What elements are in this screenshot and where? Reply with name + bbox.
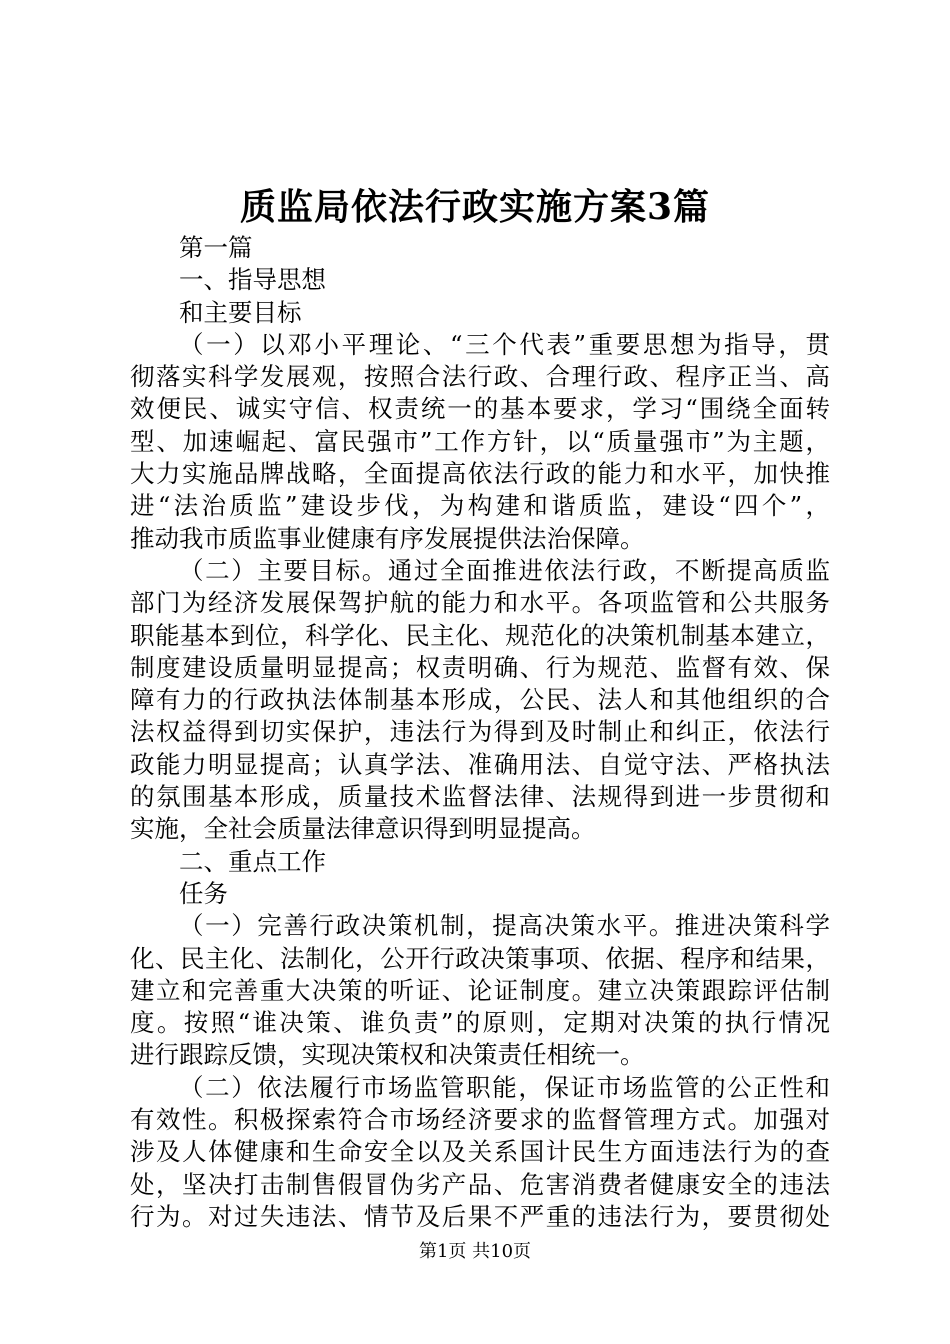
text-line: 第一篇: [179, 233, 253, 262]
text-line: 大力实施品牌战略，全面提高依法行政的能力和水平，加快推: [130, 459, 830, 489]
text-line: 障有力的行政执法体制基本形成，公民、法人和其他组织的合: [130, 685, 830, 715]
text-line: 职能基本到位，科学化、民主化、规范化的决策机制基本建立，: [130, 620, 830, 650]
text-line: 进行跟踪反馈，实现决策权和决策责任相统一。: [130, 1040, 645, 1070]
text-line: （二）依法履行市场监管职能，保证市场监管的公正性和: [179, 1072, 830, 1102]
document-body: [130, 232, 830, 1233]
text-line: 涉及人体健康和生命安全以及关系国计民生方面违法行为的查: [130, 1137, 830, 1167]
text-line: （一）完善行政决策机制，提高决策水平。推进决策科学: [179, 911, 830, 941]
document-title: 质监局依法行政实施方案3篇: [239, 186, 711, 228]
text-line: 化、民主化、法制化，公开行政决策事项、依据、程序和结果，: [130, 943, 830, 973]
text-line: 效便民、诚实守信、权责统一的基本要求，学习“围绕全面转: [130, 394, 830, 424]
text-line: 处，坚决打击制售假冒伪劣产品、危害消费者健康安全的违法: [130, 1169, 830, 1199]
text-line: 二、重点工作: [179, 846, 326, 876]
text-line: （二）主要目标。通过全面推进依法行政，不断提高质监: [179, 555, 830, 585]
text-line: 实施，全社会质量法律意识得到明显提高。: [130, 814, 596, 844]
text-line: 进“法治质监”建设步伐，为构建和谐质监，建设“四个”，: [130, 491, 830, 521]
text-line: 和主要目标: [179, 297, 302, 327]
text-line: 彻落实科学发展观，按照合法行政、合理行政、程序正当、高: [130, 362, 830, 392]
page-footer: 第1页 共10页: [418, 1241, 532, 1262]
text-line: 法权益得到切实保护，违法行为得到及时制止和纠正，依法行: [130, 717, 830, 747]
text-line: 部门为经济发展保驾护航的能力和水平。各项监管和公共服务: [130, 588, 830, 618]
text-line: 政能力明显提高；认真学法、准确用法、自觉守法、严格执法: [130, 749, 830, 779]
text-line: 推动我市质监事业健康有序发展提供法治保障。: [130, 523, 645, 553]
text-line: 型、加速崛起、富民强市”工作方针，以“质量强市”为主题，: [130, 426, 830, 456]
text-line: 建立和完善重大决策的听证、论证制度。建立决策跟踪评估制: [130, 975, 830, 1005]
text-line: 行为。对过失违法、情节及后果不严重的违法行为，要贯彻处: [130, 1201, 830, 1231]
text-line: 任务: [179, 878, 228, 908]
text-line: 有效性。积极探索符合市场经济要求的监督管理方式。加强对: [130, 1105, 830, 1135]
text-line: 度。按照“谁决策、谁负责”的原则，定期对决策的执行情况: [130, 1008, 830, 1038]
text-line: （一）以邓小平理论、“三个代表”重要思想为指导，贯: [179, 329, 830, 359]
text-line: 一、指导思想: [179, 265, 326, 295]
text-line: 制度建设质量明显提高；权责明确、行为规范、监督有效、保: [130, 652, 830, 682]
text-line: 的氛围基本形成，质量技术监督法律、法规得到进一步贯彻和: [130, 782, 830, 812]
